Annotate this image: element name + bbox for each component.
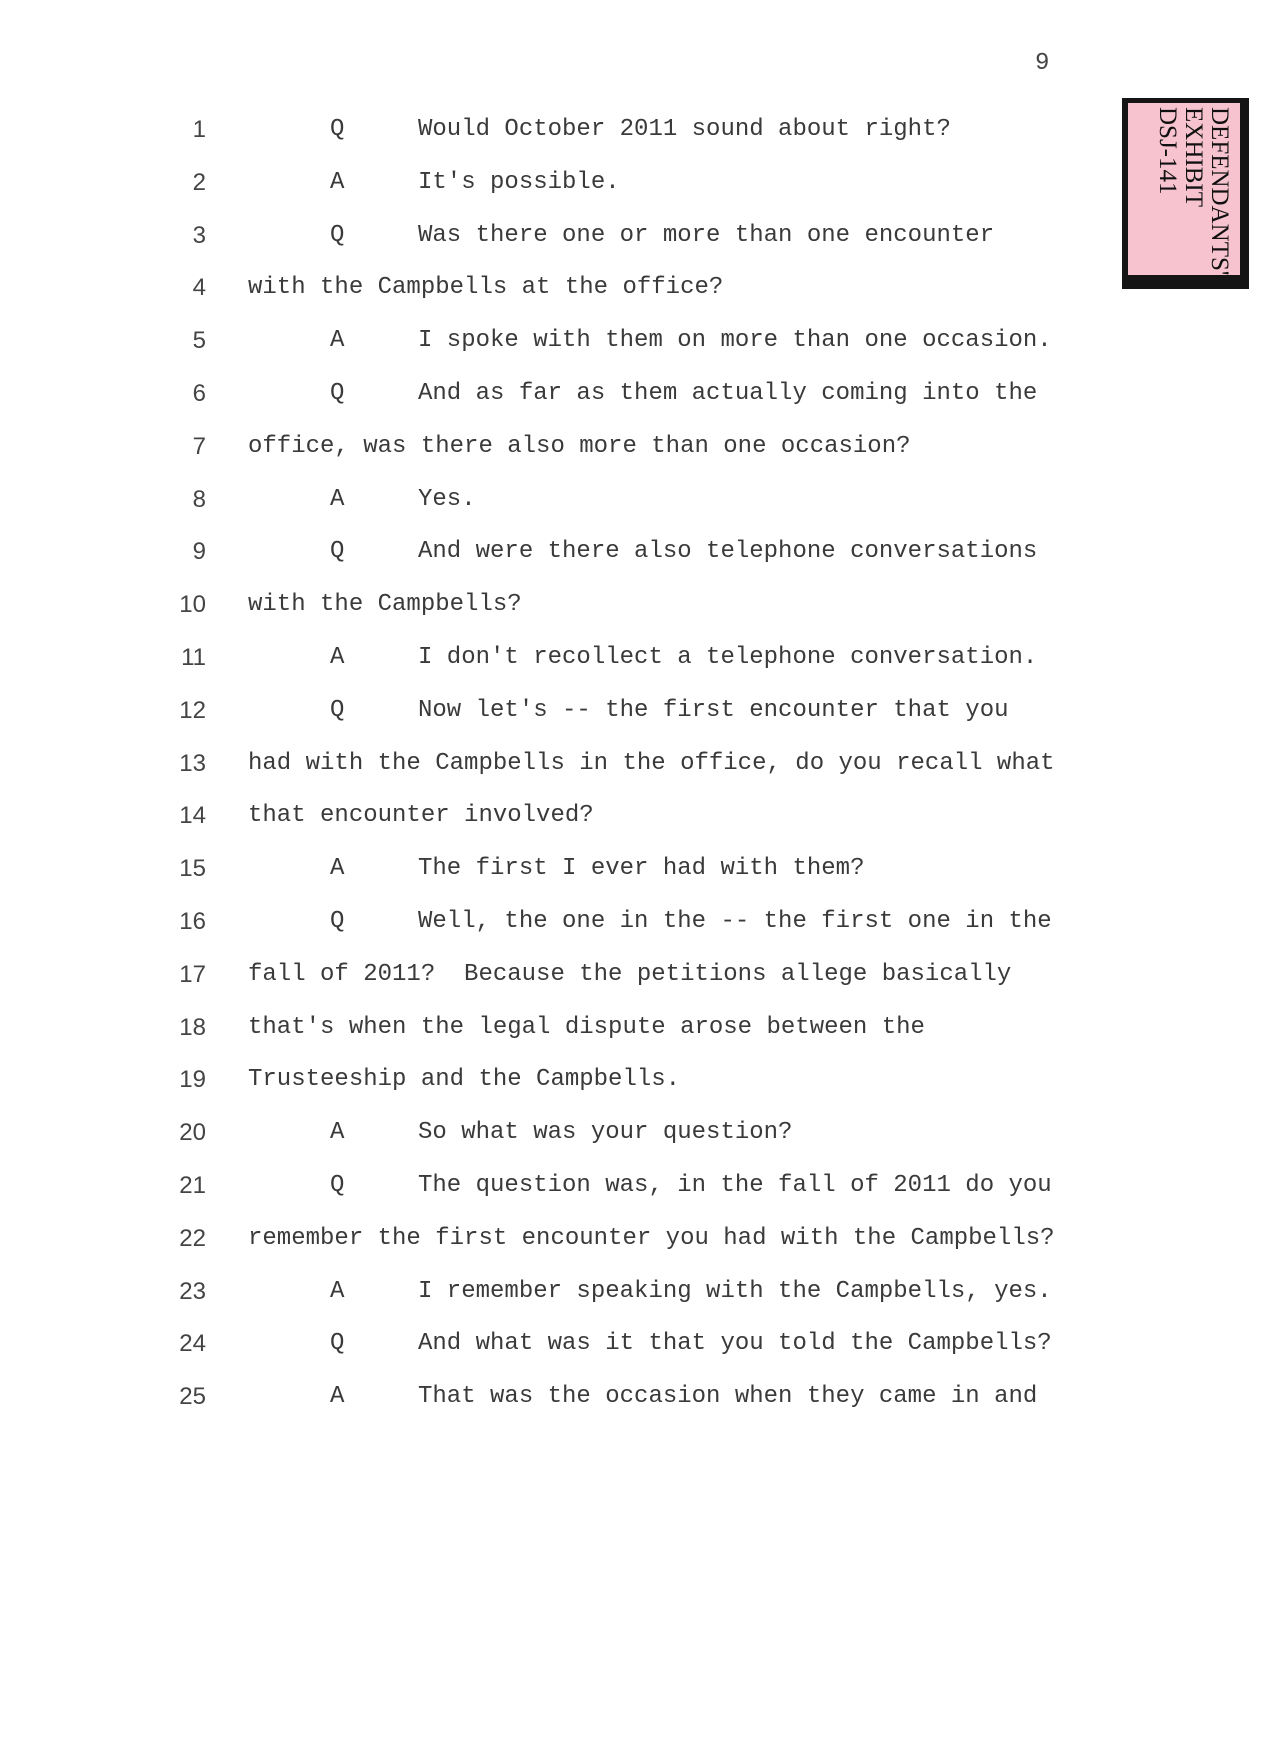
line-text: I remember speaking with the Campbells, yes.: [418, 1277, 1052, 1305]
line-number: 15: [179, 855, 206, 883]
transcript-line: [0, 161, 1276, 214]
line-text: So what was your question?: [418, 1119, 793, 1147]
line-number: 22: [179, 1224, 206, 1252]
speaker-label: Q: [330, 221, 345, 249]
line-number: 19: [179, 1066, 206, 1094]
page-number: 9: [1035, 50, 1050, 77]
line-text: It's possible.: [418, 168, 620, 196]
transcript-line: [0, 425, 1276, 478]
line-text: that's when the legal dispute arose between the: [248, 1013, 925, 1041]
transcript-line: [0, 689, 1276, 742]
speaker-label: A: [330, 1277, 345, 1305]
line-number: 2: [192, 168, 206, 196]
line-text: with the Campbells?: [248, 591, 522, 619]
speaker-label: Q: [330, 907, 345, 935]
transcript-line: [0, 266, 1276, 319]
line-number: 3: [192, 221, 206, 249]
line-text: Now let's -- the first encounter that you: [418, 696, 1009, 724]
transcript-line: [0, 1217, 1276, 1270]
line-number: 25: [179, 1383, 206, 1411]
transcript-line: [0, 1164, 1276, 1217]
speaker-label: Q: [330, 1330, 345, 1358]
speaker-label: A: [330, 485, 345, 513]
line-number: 1: [192, 116, 206, 143]
exhibit-sticker-line: DSJ-141: [1154, 107, 1181, 195]
transcript-line: [0, 319, 1276, 372]
line-number: 10: [179, 591, 206, 619]
transcript-line: [0, 530, 1276, 583]
line-text: The first I ever had with them?: [418, 855, 865, 883]
line-number: 18: [179, 1013, 206, 1041]
exhibit-sticker-line: DEFENDANTS': [1206, 107, 1233, 275]
line-text: with the Campbells at the office?: [248, 274, 724, 302]
line-number: 11: [181, 643, 206, 671]
line-text: Was there one or more than one encounter: [418, 221, 995, 249]
line-text: Well, the one in the -- the first one in the: [418, 907, 1052, 935]
line-text: Yes.: [418, 485, 476, 513]
transcript-line: [0, 953, 1276, 1006]
speaker-label: Q: [330, 116, 345, 143]
speaker-label: A: [330, 643, 345, 671]
transcript-line: [0, 1111, 1276, 1164]
speaker-label: A: [330, 1119, 345, 1147]
line-number: 8: [192, 485, 206, 513]
transcript: [0, 108, 1276, 1428]
transcript-line: [0, 742, 1276, 795]
line-number: 6: [192, 379, 206, 407]
transcript-line: [0, 1375, 1276, 1428]
line-number: 21: [179, 1171, 206, 1199]
line-number: 12: [179, 696, 206, 724]
exhibit-sticker-line: EXHIBIT: [1180, 107, 1207, 207]
speaker-label: Q: [330, 1171, 345, 1199]
transcript-line: [0, 1322, 1276, 1375]
line-number: 5: [192, 327, 206, 355]
line-number: 16: [179, 907, 206, 935]
line-number: 4: [192, 274, 206, 302]
transcript-line: [0, 583, 1276, 636]
line-text: Trusteeship and the Campbells.: [248, 1066, 681, 1094]
transcript-line: [0, 1270, 1276, 1323]
line-text: that encounter involved?: [248, 802, 594, 830]
line-number: 14: [179, 802, 206, 830]
line-number: 20: [179, 1119, 206, 1147]
line-text: And what was it that you told the Campbells?: [418, 1330, 1052, 1358]
line-text: fall of 2011? Because the petitions allege basically: [248, 960, 1012, 988]
line-text: The question was, in the fall of 2011 do you: [418, 1171, 1052, 1199]
speaker-label: Q: [330, 379, 345, 407]
line-text: And as far as them actually coming into the: [418, 379, 1038, 407]
transcript-line: [0, 636, 1276, 689]
line-text: Would October 2011 sound about right?: [418, 116, 951, 143]
transcript-line: [0, 214, 1276, 267]
line-text: That was the occasion when they came in and: [418, 1383, 1038, 1411]
line-number: 23: [179, 1277, 206, 1305]
line-text: I don't recollect a telephone conversation.: [418, 643, 1038, 671]
line-number: 17: [179, 960, 206, 988]
transcript-line: [0, 1058, 1276, 1111]
line-number: 7: [192, 432, 206, 460]
speaker-label: A: [330, 855, 345, 883]
transcript-line: [0, 900, 1276, 953]
speaker-label: A: [330, 168, 345, 196]
transcript-line: [0, 847, 1276, 900]
transcript-line: [0, 108, 1276, 161]
speaker-label: A: [330, 1383, 345, 1411]
line-number: 9: [192, 538, 206, 566]
line-text: office, was there also more than one occasion?: [248, 432, 911, 460]
transcript-line: [0, 794, 1276, 847]
speaker-label: Q: [330, 538, 345, 566]
transcript-line: [0, 372, 1276, 425]
transcript-line: [0, 1006, 1276, 1059]
line-text: remember the first encounter you had with the Campbells?: [248, 1224, 1055, 1252]
line-number: 13: [179, 749, 206, 777]
transcript-line: [0, 478, 1276, 531]
line-number: 24: [179, 1330, 206, 1358]
line-text: I spoke with them on more than one occasion.: [418, 327, 1052, 355]
line-text: And were there also telephone conversations: [418, 538, 1038, 566]
speaker-label: Q: [330, 696, 345, 724]
speaker-label: A: [330, 327, 345, 355]
line-text: had with the Campbells in the office, do you recall what: [248, 749, 1055, 777]
